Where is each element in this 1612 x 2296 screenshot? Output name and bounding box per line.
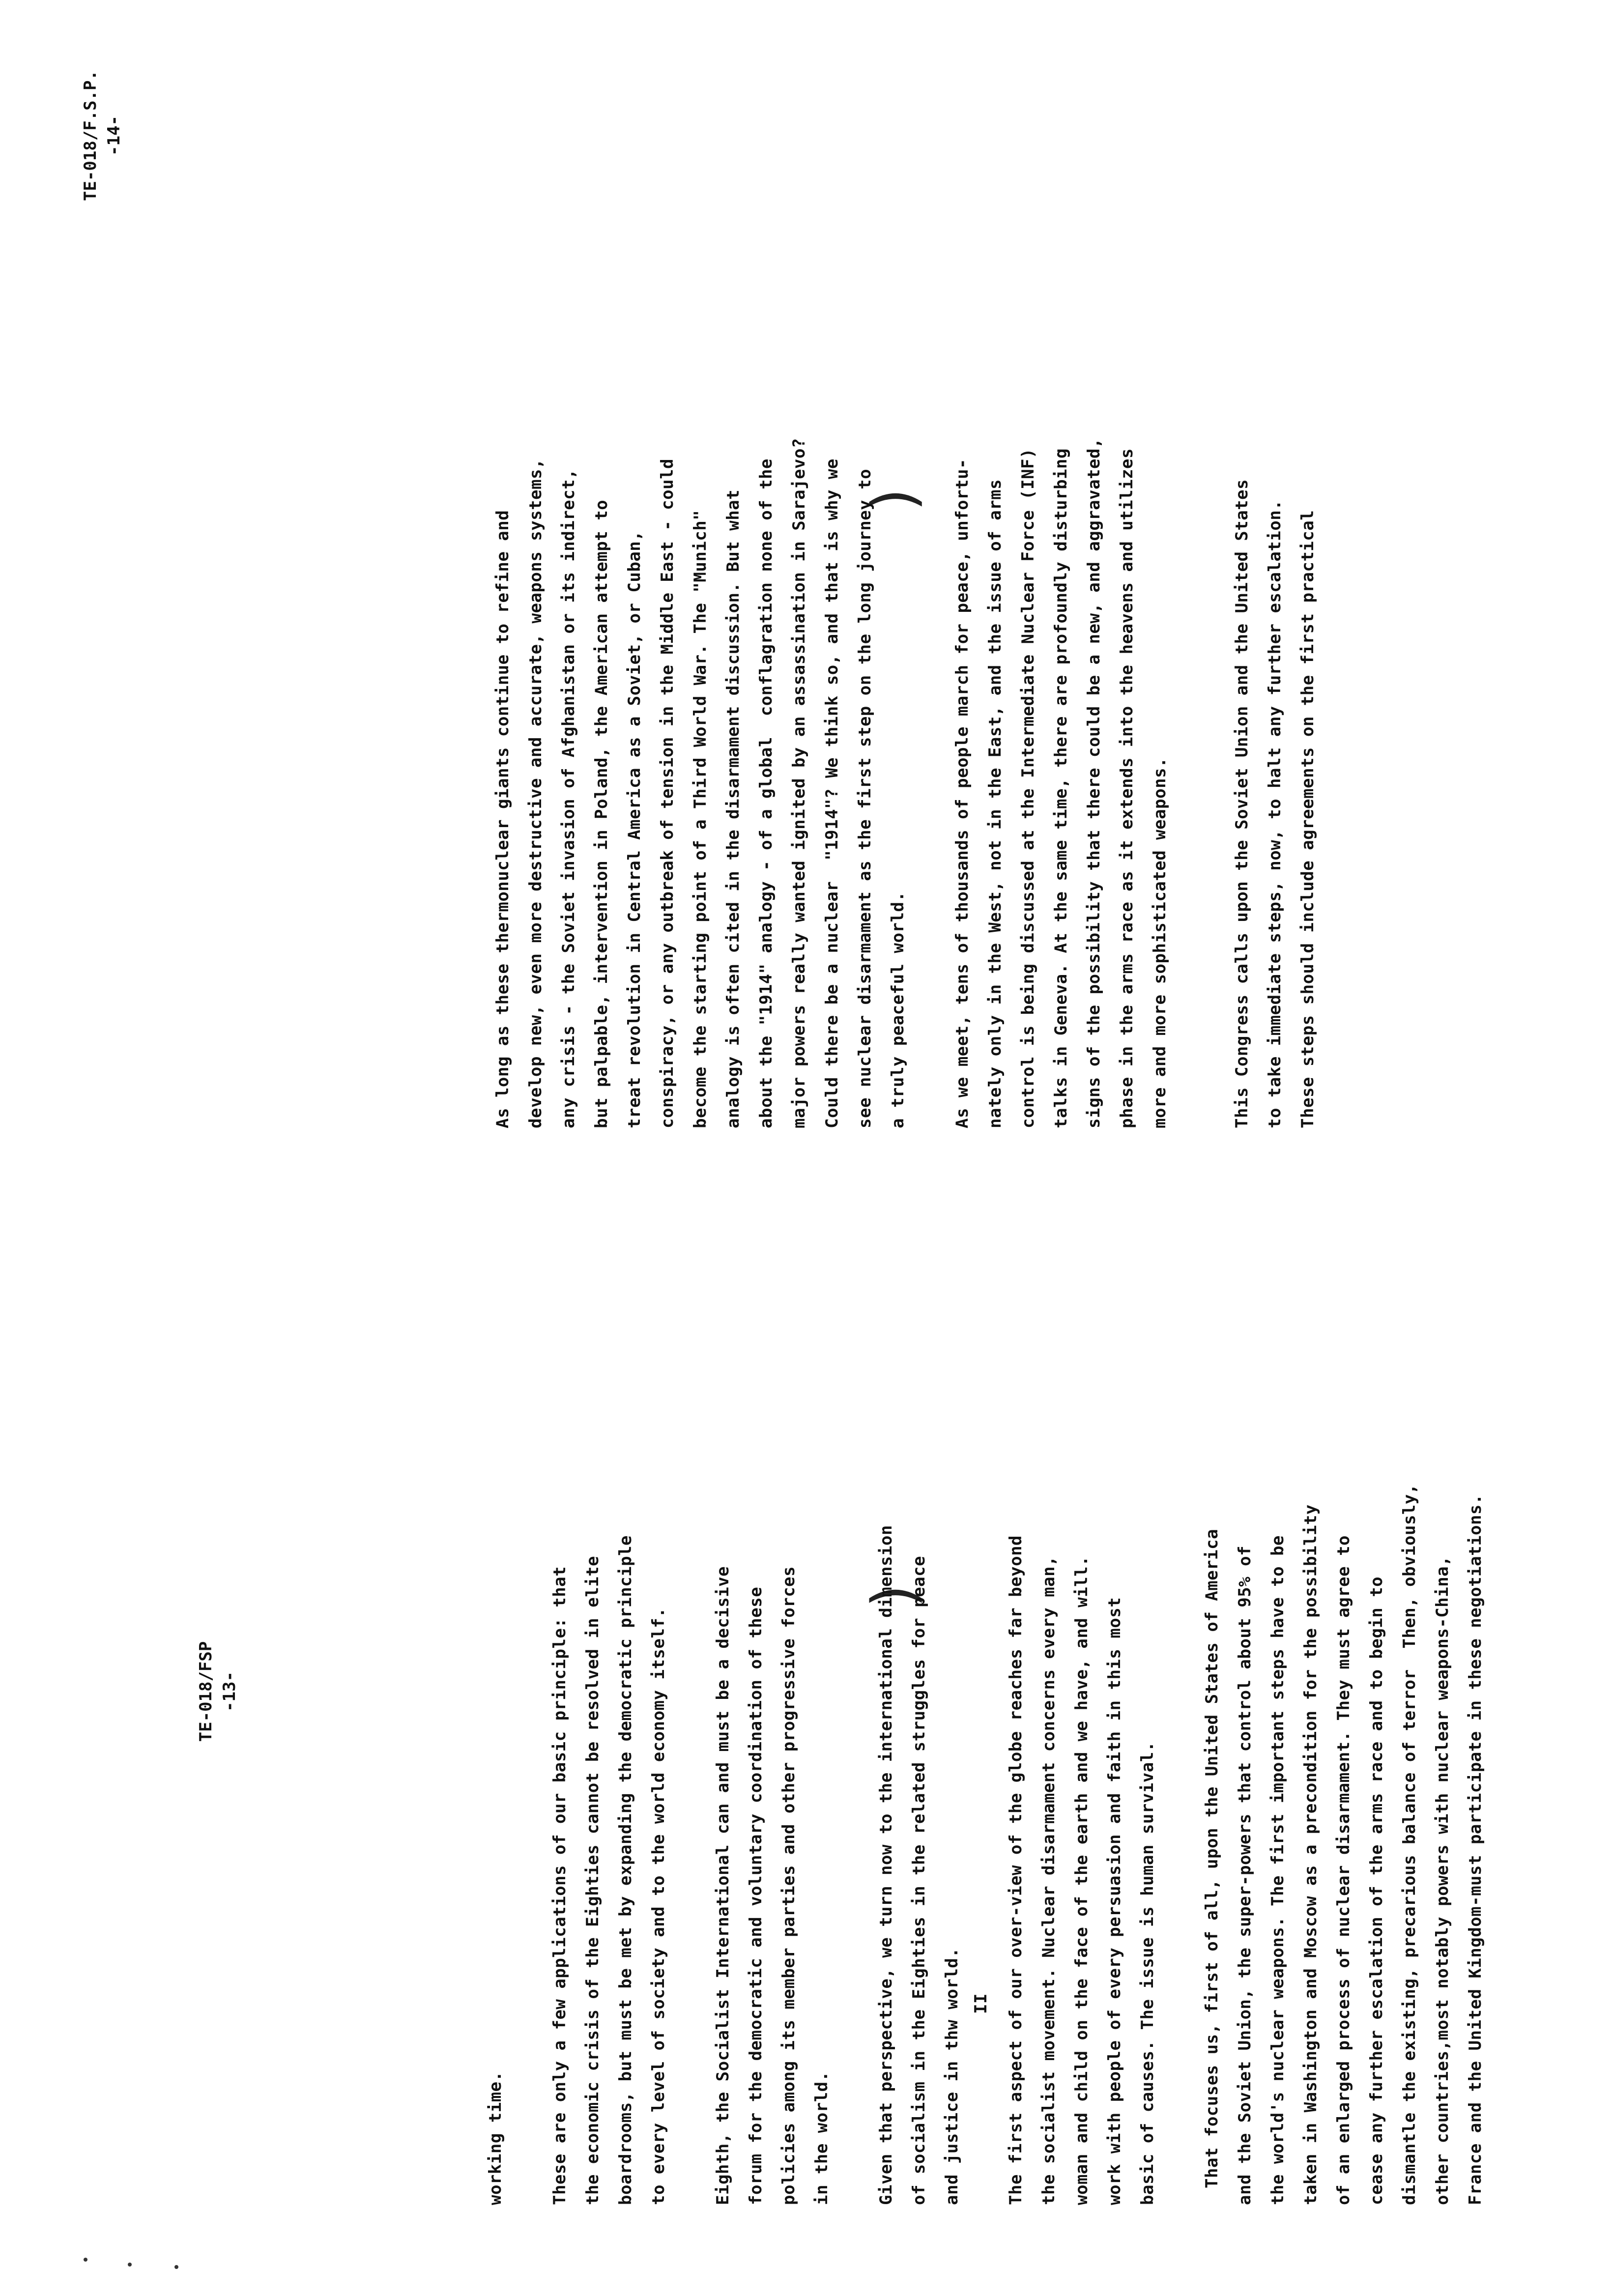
text-line: The first aspect of our over-view of the globe reaches far beyond (1006, 1535, 1026, 2205)
document-id: TE-018/FSP (196, 1641, 216, 1742)
text-line: nately only in the West, not in the East, and the issue of arms (985, 479, 1005, 1128)
text-line: work with people of every persuasion and faith in this most (1105, 1597, 1124, 2205)
text-line: As we meet, tens of thousands of people march for peace, unfortu- (952, 458, 972, 1128)
scan-speck (84, 2258, 87, 2262)
text-line: develop new, even more destructive and accurate, weapons systems, (526, 458, 546, 1128)
text-line: in the world. (812, 2071, 832, 2205)
page-body-14 (487, 18, 1356, 1128)
text-line: These steps should include agreements on the first practical (1298, 510, 1318, 1128)
paragraph (487, 18, 915, 1128)
text-line: Eighth, the Socialist International can and must be a decisive (713, 1566, 733, 2205)
text-line: become the starting point of a Third World War. The "Munich" (691, 510, 710, 1128)
text-line: and justice in thw world. (942, 1947, 962, 2205)
page-body-13 (479, 1271, 1524, 2205)
text-line: of an enlarged process of nuclear disarmament. They must agree to (1334, 1535, 1353, 2205)
text-line: That focuses us, first of all, upon the United States of America (1202, 1528, 1222, 2188)
text-line: analogy is often cited in the disarmament discussion. But what (723, 489, 743, 1128)
text-line: boardrooms, but must be met by expanding the democratic principle (616, 1535, 635, 2205)
paragraph (1196, 1271, 1492, 2205)
text-line: treat revolution in Central America as a Soviet, or Cuban, (625, 530, 644, 1128)
text-line: the economic crisis of the Eighties cannot be resolved in elite (583, 1555, 603, 2205)
page-13 (0, 1148, 1612, 2296)
text-line: policies among its member parties and other progressive forces (779, 1566, 799, 2205)
text-line: working time. (486, 2071, 505, 2205)
text-line: to every level of society and to the world economy itself. (649, 1607, 668, 2205)
page-number: -14- (104, 115, 124, 156)
text-line: woman and child on the face of the earth and we have, and will. (1072, 1555, 1092, 2205)
paragraph (707, 1271, 838, 2205)
text-line: of socialism in the Eighties in the related struggles for peace (909, 1555, 929, 2205)
text-line: Could there be a nuclear "1914"? We think so, and that is why we (822, 458, 842, 1128)
page-number: -13- (220, 1671, 239, 1712)
paragraph (1226, 18, 1324, 1128)
text-line: France and the United Kingdom-must participate in these negotiations. (1466, 1494, 1485, 2205)
text-line: about the "1914" analogy - of a global conflagration none of the (756, 458, 776, 1128)
scan-speck (174, 2265, 178, 2269)
text-line: Given that perspective, we turn now to the international dimension (876, 1524, 896, 2205)
text-line: and the Soviet Union, the super-powers that control about 95% of (1235, 1545, 1255, 2205)
text-line: talks in Geneva. At the same time, there are profoundly disturbing (1051, 448, 1071, 1128)
paragraph (1000, 1271, 1164, 2205)
text-line: signs of the possibility that there could be a new, and aggravated, (1084, 438, 1104, 1128)
paragraph (870, 1271, 969, 2205)
paragraph (946, 18, 1177, 1128)
text-line: see nuclear disarmament as the first step on the long journey to (855, 468, 875, 1128)
text-line: other countries,most notably powers with nuclear weapons-China, (1433, 1555, 1452, 2205)
text-line: basic of causes. The issue is human survival. (1138, 1741, 1157, 2205)
page-header-14 (79, 37, 126, 234)
text-line: cease any further escalation of the arms race and to begin to (1367, 1576, 1386, 2205)
text-line: These are only a few applications of our basic principle: that (550, 1566, 570, 2205)
text-line: more and more sophisticated weapons. (1150, 757, 1170, 1128)
punch-hole-mark: ) (860, 1577, 928, 1613)
text-line: the world's nuclear weapons. The first important steps have to be (1268, 1535, 1288, 2205)
text-line: phase in the arms race as it extends into the heavens and utilizes (1117, 448, 1137, 1128)
section-numeral: II (971, 1993, 991, 2014)
text-line: conspiracy, or any outbreak of tension in the Middle East - could (658, 458, 677, 1128)
text-line: taken in Washington and Moscow as a precondition for the possibility (1301, 1504, 1321, 2205)
text-line: control is being discussed at the Intermediate Nuclear Force (INF) (1018, 448, 1038, 1128)
page-header-13 (194, 1593, 241, 1790)
text-line: forum for the democratic and voluntary coordination of these (746, 1586, 766, 2205)
document-id: TE-018/F.S.P. (81, 70, 100, 201)
text-line: a truly peaceful world. (888, 891, 908, 1128)
text-line: dismantle the existing, precarious balance of terror Then, obviously, (1400, 1484, 1419, 2205)
text-line: any crisis - the Soviet invasion of Afghanistan or its indirect, (559, 468, 578, 1128)
text-line: to take immediate steps, now, to halt any further escalation. (1265, 499, 1285, 1128)
text-line: but palpable, intervention in Poland, the American attempt to (592, 499, 611, 1128)
text-line: This Congress calls upon the Soviet Union and the United States (1232, 479, 1252, 1128)
text-line: major powers really wanted ignited by an assassination in Sarajevo? (789, 438, 809, 1128)
paragraph (479, 1271, 512, 2205)
punch-hole-mark: ) (860, 481, 928, 517)
scan-speck (128, 2263, 132, 2267)
paragraph (544, 1271, 675, 2205)
text-line: the socialist movement. Nuclear disarmament concerns every man, (1039, 1555, 1059, 2205)
text-line: As long as these thermonuclear giants continue to refine and (493, 510, 513, 1128)
